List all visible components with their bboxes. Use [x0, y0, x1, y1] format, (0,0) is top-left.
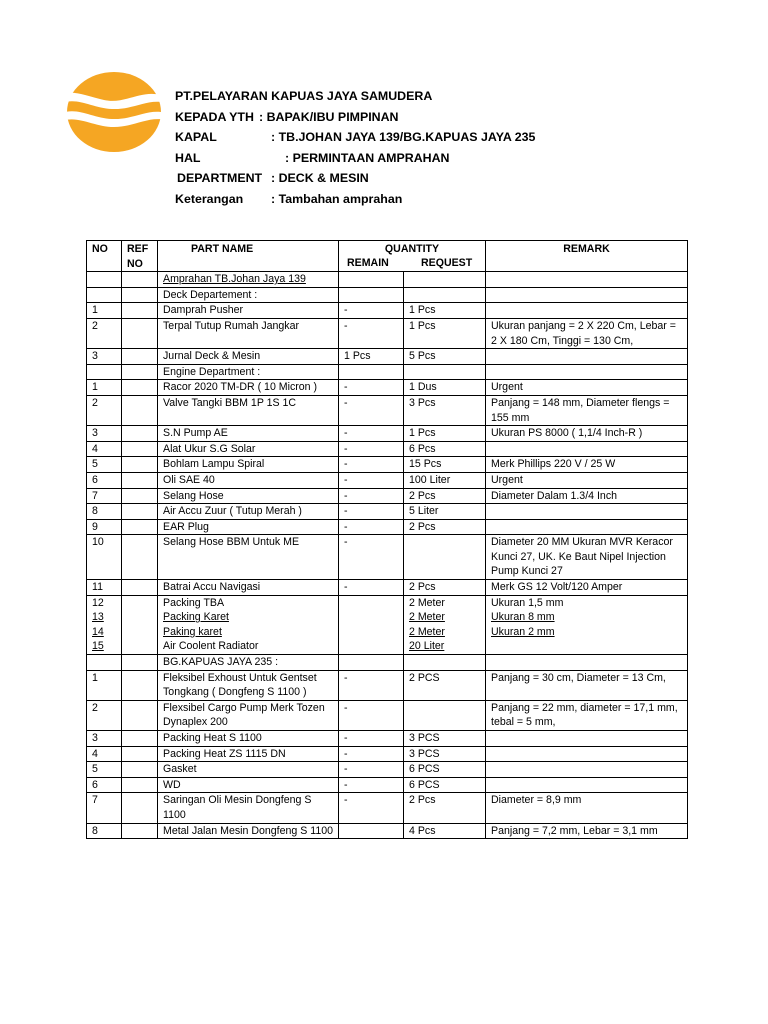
note-line [175, 189, 432, 210]
table-row: 3 Jurnal Deck & Mesin 1 Pcs 5 Pcs [87, 349, 688, 365]
table-row: 10 Selang Hose BBM Untuk ME - Diameter 20 MM Ukuran MVR Keracor Kunci 27, UK. Ke Baut Nipel Injection Pump Kunci 27 [87, 535, 688, 580]
table-row: 3 Packing Heat S 1100 - 3 PCS [87, 731, 688, 747]
table-header-row [87, 241, 688, 272]
header-no: NO [87, 241, 122, 272]
table-row: 4 Alat Ukur S.G Solar - 6 Pcs [87, 441, 688, 457]
table-row: 2 Flexsibel Cargo Pump Merk Tozen Dynaplex 200 - Panjang = 22 mm, diameter = 17,1 mm, tebal = 5 mm, [87, 700, 688, 730]
table-row: 2 Valve Tangki BBM 1P 1S 1C - 3 Pcs Panjang = 148 mm, Diameter flengs = 155 mm [87, 395, 688, 425]
department-label: DEPARTMENT [177, 171, 263, 186]
ship-value: : TB.JOHAN JAYA 139/BG.KAPUAS JAYA 235 [271, 130, 536, 145]
table-row: 6 WD - 6 PCS [87, 777, 688, 793]
ship-line [175, 127, 536, 148]
table-body [87, 272, 688, 839]
department-value: : DECK & MESIN [271, 171, 369, 186]
header-part-name: PART NAME [158, 241, 339, 272]
table-row: 9 EAR Plug - 2 Pcs [87, 519, 688, 535]
table-row: 1 Fleksibel Exhoust Untuk Gentset Tongkang ( Dongfeng S 1100 ) - 2 PCS Panjang = 30 cm, Diameter = 13 Cm, [87, 670, 688, 700]
section-row: BG.KAPUAS JAYA 235 : [87, 655, 688, 671]
header-quantity: QUANTITY REMAIN REQUEST [339, 241, 486, 272]
table-row: 5 Gasket - 6 PCS [87, 762, 688, 778]
table-row-stacked: 12 13 14 15 Packing TBA Packing Karet Paking karet Air Coolent Radiator 2 Meter 2 Meter 2 Meter 20 Liter Ukuran 1,5 mm Ukuran 8 mm Ukuran 2 mm [87, 595, 688, 654]
recipient-value: : BAPAK/IBU PIMPINAN [259, 109, 399, 124]
section-row: Engine Department : [87, 364, 688, 380]
table-row: 8 Air Accu Zuur ( Tutup Merah ) - 5 Liter [87, 504, 688, 520]
ship-label: KAPAL [175, 130, 217, 145]
recipient-label: KEPADA YTH [175, 109, 254, 124]
recipient-line [175, 107, 432, 128]
request-table [86, 240, 688, 839]
department-line [175, 168, 432, 189]
subject-line [175, 148, 450, 169]
subject-value: : PERMINTAAN AMPRAHAN [285, 150, 450, 165]
table-row: 6 Oli SAE 40 - 100 Liter Urgent [87, 472, 688, 488]
table-row: 2 Terpal Tutup Rumah Jangkar - 1 Pcs Ukuran panjang = 2 X 220 Cm, Lebar = 2 X 180 Cm, Tinggi = 130 Cm, [87, 318, 688, 348]
table-row: 1 Racor 2020 TM-DR ( 10 Micron ) - 1 Dus Urgent [87, 380, 688, 396]
letter-header [175, 86, 536, 210]
company-logo [62, 70, 166, 154]
section-row: Deck Departement : [87, 287, 688, 303]
company-name: PT.PELAYARAN KAPUAS JAYA SAMUDERA [175, 89, 433, 103]
table-row: 5 Bohlam Lampu Spiral - 15 Pcs Merk Phillips 220 V / 25 W [87, 457, 688, 473]
table-row: 1 Damprah Pusher - 1 Pcs [87, 303, 688, 319]
header-remain: REMAIN [347, 257, 389, 269]
header-remark: REMARK [486, 241, 688, 272]
header-request: REQUEST [421, 257, 473, 269]
note-value: : Tambahan amprahan [271, 191, 403, 206]
table-row: 8 Metal Jalan Mesin Dongfeng S 1100 4 Pcs Panjang = 7,2 mm, Lebar = 3,1 mm [87, 823, 688, 839]
table-row: 11 Batrai Accu Navigasi - 2 Pcs Merk GS 12 Volt/120 Amper [87, 580, 688, 596]
note-label: Keterangan [175, 191, 244, 206]
subject-label: HAL [175, 150, 201, 165]
section-row: Amprahan TB.Johan Jaya 139 [87, 272, 688, 288]
header-ref: REF NO [122, 241, 158, 272]
table-row: 7 Saringan Oli Mesin Dongfeng S 1100 - 2 Pcs Diameter = 8,9 mm [87, 793, 688, 823]
table-row: 7 Selang Hose - 2 Pcs Diameter Dalam 1.3/4 Inch [87, 488, 688, 504]
table-row: 4 Packing Heat ZS 1115 DN - 3 PCS [87, 746, 688, 762]
table-row: 3 S.N Pump AE - 1 Pcs Ukuran PS 8000 ( 1,1/4 Inch-R ) [87, 426, 688, 442]
